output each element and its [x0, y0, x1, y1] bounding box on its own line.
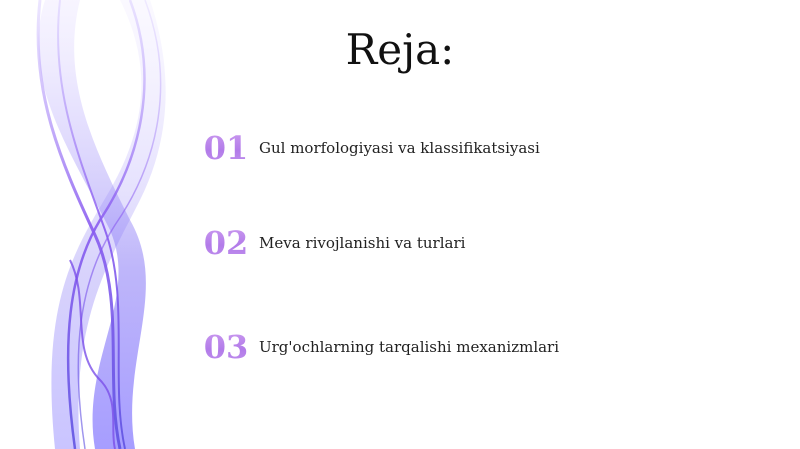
decorative-wave-ribbon — [0, 0, 200, 449]
agenda-item — [195, 322, 755, 372]
agenda-number: 03 — [195, 322, 257, 372]
agenda-text: Urg'ochlarning tarqalishi mexanizmlari — [259, 338, 560, 356]
agenda-item — [195, 123, 755, 173]
agenda-number: 02 — [195, 218, 257, 268]
agenda-text: Gul morfologiyasi va klassifikatsiyasi — [259, 139, 540, 157]
agenda-item — [195, 218, 755, 268]
slide-title: Reja: — [345, 25, 455, 74]
agenda-number: 01 — [195, 123, 257, 173]
agenda-text: Meva rivojlanishi va turlari — [259, 234, 466, 252]
